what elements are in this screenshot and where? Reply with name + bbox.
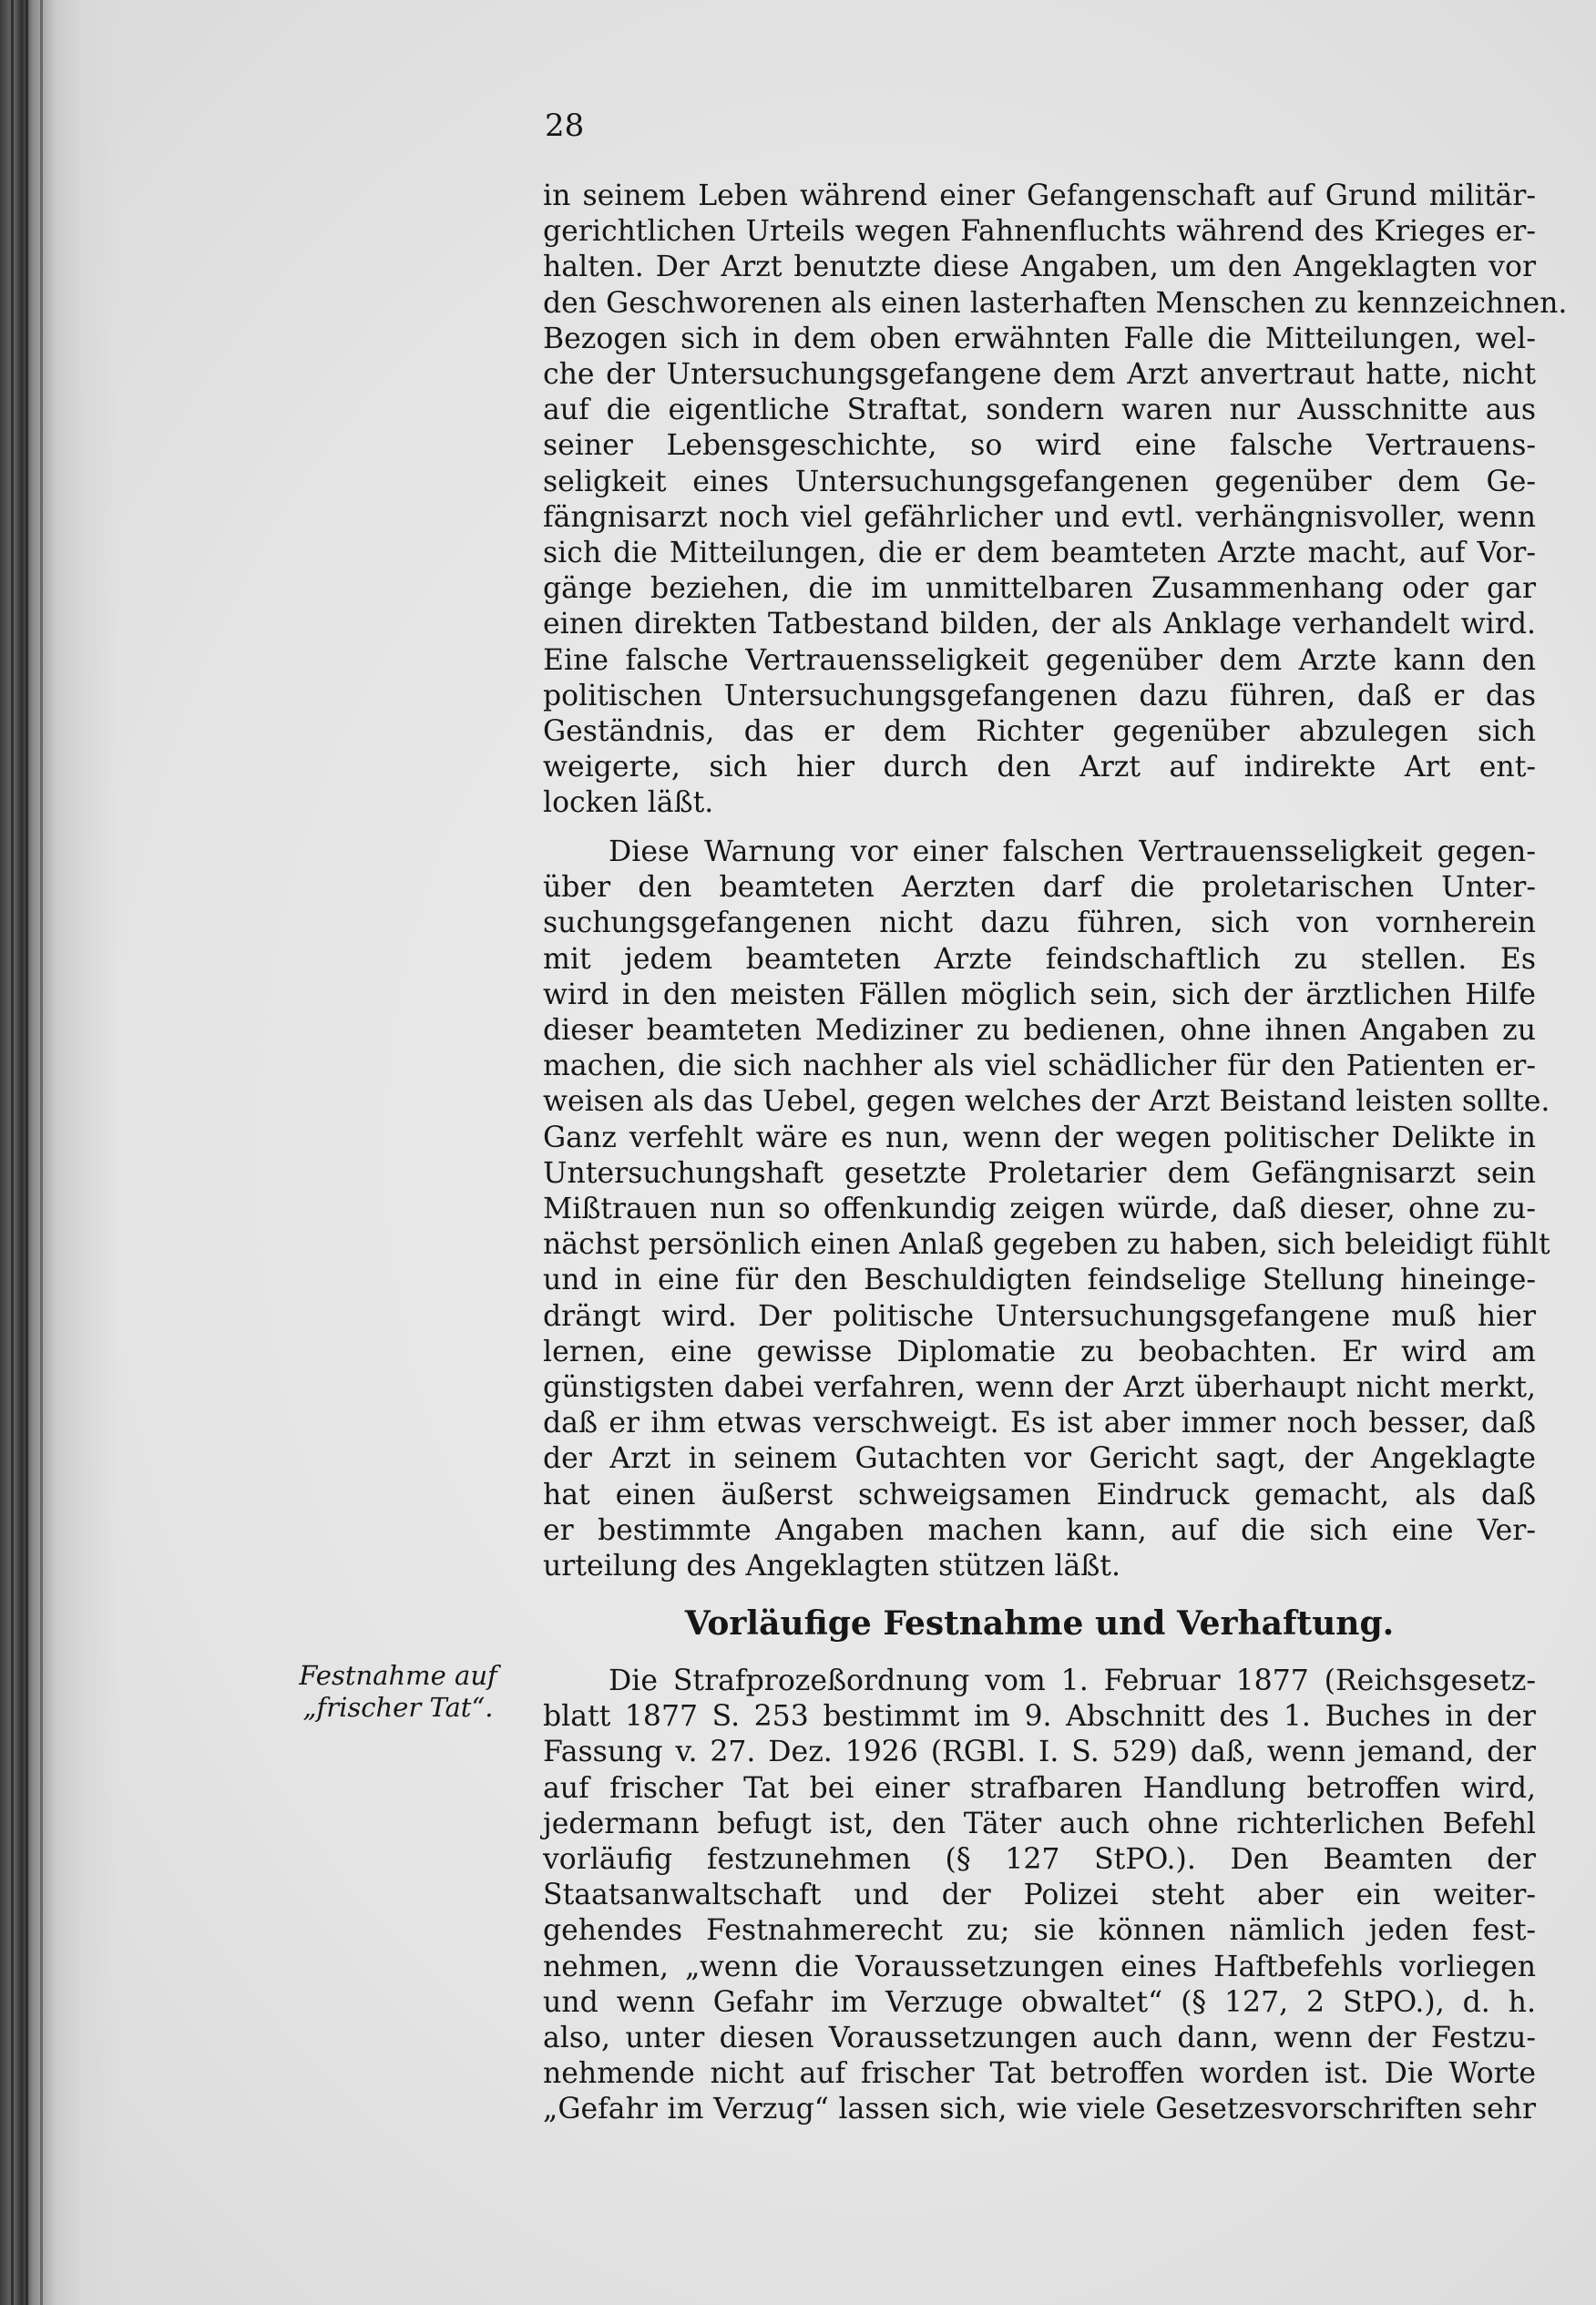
text-line: Staatsanwaltschaft und der Polizei steht aber ein weiter- [543, 1879, 1536, 1912]
text-line: jedermann befugt ist, den Täter auch ohne richterlichen Befehl [543, 1807, 1536, 1840]
binding-edge-line [26, 0, 28, 2305]
text-line: auf frischer Tat bei einer strafbaren Handlung betroffen wird, [543, 1771, 1536, 1805]
text-line: gänge beziehen, die im unmittelbaren Zusammenhang oder gar [543, 572, 1536, 606]
text-line: seiner Lebensgeschichte, so wird eine falsche Vertrauens- [543, 429, 1536, 463]
text-line: politischen Untersuchungsgefangenen dazu führen, daß er das [543, 679, 1536, 712]
text-line: den Geschworenen als einen lasterhaften Menschen zu kennzeichnen. [543, 286, 1568, 320]
margin-note [293, 1660, 503, 1724]
text-line: „Gefahr im Verzug“ lassen sich, wie viele Gesetzesvorschriften sehr [543, 2093, 1536, 2126]
text-line: suchungsgefangenen nicht dazu führen, sich von vornherein [543, 907, 1536, 940]
text-line: halten. Der Arzt benutzte diese Angaben, um den Angeklagten vor [543, 251, 1536, 284]
margin-note-line: „frischer Tat“. [302, 1692, 494, 1723]
text-line: Geständnis, das er dem Richter gegenüber abzulegen sich [543, 715, 1536, 749]
text-line: wird in den meisten Fällen möglich sein, sich der ärztlichen Hilfe [543, 978, 1536, 1011]
text-line: Untersuchungshaft gesetzte Proletarier dem Gefängnisarzt sein [543, 1156, 1536, 1190]
text-line: Eine falsche Vertrauensseligkeit gegenüber dem Arzte kann den [543, 643, 1536, 677]
text-line: er bestimmte Angaben machen kann, auf die sich eine Ver- [543, 1513, 1536, 1547]
text-line: fängnisarzt noch viel gefährlicher und evtl. verhängnisvoller, wenn [543, 500, 1536, 534]
text-line: also, unter diesen Voraussetzungen auch dann, wenn der Festzu- [543, 2022, 1536, 2055]
paragraph-3 [543, 1664, 1536, 2128]
paragraph-1 [543, 179, 1568, 822]
text-line: der Arzt in seinem Gutachten vor Gericht sagt, der Angeklagte [543, 1442, 1536, 1476]
text-line: urteilung des Angeklagten stützen läßt. [543, 1550, 1120, 1583]
text-line: Bezogen sich in dem oben erwähnten Falle die Mitteilungen, wel- [543, 322, 1536, 355]
text-line: gerichtlichen Urteils wegen Fahnenfluchts während des Krieges er- [543, 215, 1536, 249]
text-line: lernen, eine gewisse Diplomatie zu beobachten. Er wird am [543, 1335, 1536, 1368]
text-line: blatt 1877 S. 253 bestimmt im 9. Abschnitt des 1. Buches in der [543, 1700, 1536, 1734]
text-line: sich die Mitteilungen, die er dem beamteten Arzte macht, auf Vor- [543, 537, 1536, 570]
text-line: locken läßt. [543, 786, 714, 820]
text-line: nehmen, „wenn die Voraussetzungen eines Haftbefehls vorliegen [543, 1950, 1536, 1983]
text-line: über den beamteten Aerzten darf die proletarischen Unter- [543, 871, 1536, 905]
paragraph-2 [543, 835, 1550, 1584]
text-line: nächst persönlich einen Anlaß gegeben zu haben, sich beleidigt fühlt [543, 1228, 1550, 1262]
text-line: mit jedem beamteten Arzte feindschaftlich zu stellen. Es [543, 942, 1536, 976]
text-line: vorläufig festzunehmen (§ 127 StPO.). Den Beamten der [543, 1843, 1536, 1877]
text-line: Ganz verfehlt wäre es nun, wenn der wegen politischer Delikte in [543, 1121, 1536, 1154]
text-line: weigerte, sich hier durch den Arzt auf indirekte Art ent- [543, 751, 1536, 784]
text-line: Mißtrauen nun so offenkundig zeigen würde, daß dieser, ohne zu- [543, 1193, 1536, 1226]
binding-edge-line [11, 0, 14, 2305]
text-line: einen direkten Tatbestand bilden, der als Anklage verhandelt wird. [543, 608, 1536, 641]
binding-edge-line [40, 0, 43, 2305]
section-heading: Vorläufige Festnahme und Verhaftung. [684, 1604, 1395, 1643]
book-spine-shadow [0, 0, 118, 2305]
text-line: günstigsten dabei verfahren, wenn der Arzt überhaupt nicht merkt, [543, 1371, 1536, 1405]
text-line: gehendes Festnahmerecht zu; sie können nämlich jeden fest- [543, 1914, 1536, 1948]
text-line: drängt wird. Der politische Untersuchungsgefangene muß hier [543, 1299, 1536, 1333]
text-line: weisen als das Uebel, gegen welches der Arzt Beistand leisten sollte. [543, 1085, 1550, 1119]
text-line: in seinem Leben während einer Gefangenschaft auf Grund militär- [543, 179, 1536, 212]
text-line: hat einen äußerst schweigsamen Eindruck gemacht, als daß [543, 1478, 1536, 1511]
text-line: Die Strafprozeßordnung vom 1. Februar 1877 (Reichsgesetz- [609, 1665, 1536, 1697]
text-line: und wenn Gefahr im Verzuge obwaltet“ (§ 127, 2 StPO.), d. h. [543, 1985, 1536, 2019]
page-number: 28 [545, 108, 585, 144]
text-line: che der Untersuchungsgefangene dem Arzt anvertraut hatte, nicht [543, 358, 1536, 392]
text-line: daß er ihm etwas verschweigt. Es ist aber immer noch besser, daß [543, 1407, 1536, 1440]
text-line: seligkeit eines Untersuchungsgefangenen gegenüber dem Ge- [543, 465, 1536, 498]
text-line: dieser beamteten Mediziner zu bedienen, ohne ihnen Angaben zu [543, 1014, 1536, 1048]
text-line: Diese Warnung vor einer falschen Vertrauensseligkeit gegen- [609, 835, 1536, 868]
text-line: und in eine für den Beschuldigten feindselige Stellung hineinge- [543, 1264, 1536, 1297]
text-line: Fassung v. 27. Dez. 1926 (RGBl. I. S. 529) daß, wenn jemand, der [543, 1736, 1536, 1769]
text-line: machen, die sich nachher als viel schädlicher für den Patienten er- [543, 1050, 1536, 1083]
margin-note-line: Festnahme auf [299, 1660, 497, 1691]
text-line: nehmende nicht auf frischer Tat betroffen worden ist. Die Worte [543, 2057, 1536, 2091]
text-line: auf die eigentliche Straftat, sondern waren nur Ausschnitte aus [543, 394, 1536, 427]
